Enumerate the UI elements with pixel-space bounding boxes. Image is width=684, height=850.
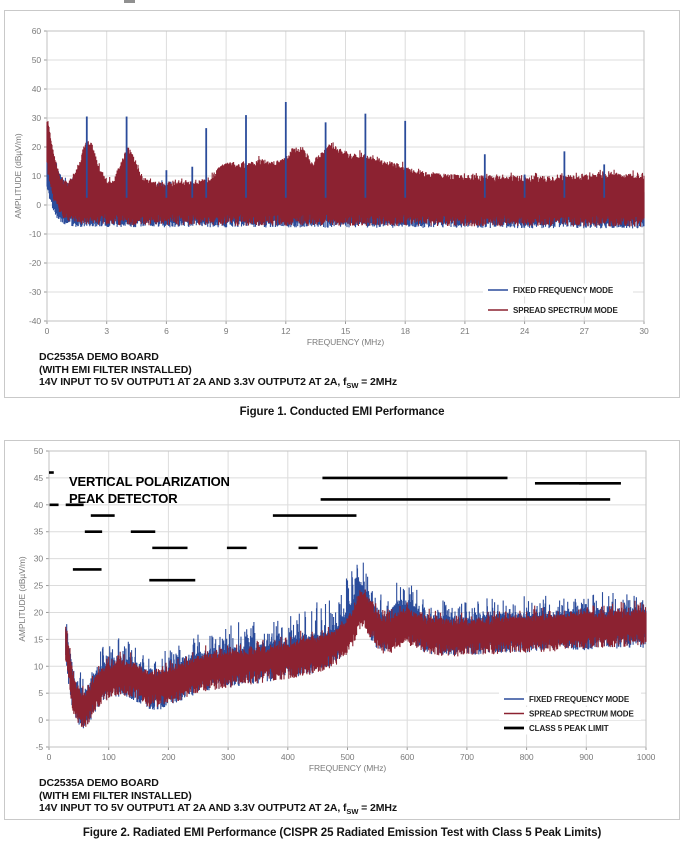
- svg-text:6: 6: [164, 326, 169, 336]
- legend-label: SPREAD SPECTRUM MODE: [513, 305, 618, 315]
- svg-text:24: 24: [519, 326, 530, 336]
- svg-text:-40: -40: [29, 316, 41, 326]
- svg-text:900: 900: [579, 752, 594, 762]
- figure1-title: Figure 1. Conducted EMI Performance: [239, 406, 445, 418]
- svg-text:20: 20: [33, 607, 43, 618]
- svg-text:12: 12: [281, 326, 291, 336]
- svg-text:100: 100: [101, 752, 116, 762]
- x-axis-title: FREQUENCY (MHz): [306, 337, 385, 347]
- svg-text:500: 500: [340, 752, 355, 762]
- svg-text:-30: -30: [29, 287, 41, 297]
- svg-text:0: 0: [44, 326, 50, 336]
- y-axis-title: AMPLITUDE (dBµV/m): [17, 556, 27, 642]
- svg-text:25: 25: [33, 580, 43, 591]
- svg-text:3: 3: [104, 326, 110, 336]
- svg-text:30: 30: [31, 113, 41, 123]
- svg-text:50: 50: [31, 55, 41, 65]
- svg-text:300: 300: [221, 752, 236, 762]
- svg-text:45: 45: [33, 472, 43, 483]
- svg-text:-20: -20: [29, 258, 41, 268]
- svg-text:800: 800: [519, 752, 534, 762]
- legend: [499, 693, 641, 735]
- plot-annotation: PEAK DETECTOR: [69, 491, 178, 506]
- plot-annotation: VERTICAL POLARIZATION: [69, 474, 230, 489]
- svg-text:35: 35: [33, 526, 43, 537]
- caption-line: DC2535A DEMO BOARD: [39, 777, 159, 789]
- svg-text:9: 9: [223, 326, 229, 336]
- caption-line: 14V INPUT TO 5V OUTPUT1 AT 2A AND 3.3V OUTPUT2 AT 2A, $f_{SW} = 2MHz$: [39, 376, 397, 391]
- figure2-panel: [4, 440, 680, 820]
- svg-text:0: 0: [46, 752, 52, 762]
- svg-text:18: 18: [400, 326, 410, 336]
- caption-line: 14V INPUT TO 5V OUTPUT1 AT 2A AND 3.3V OUTPUT2 AT 2A, $f_{SW} = 2MHz$: [39, 802, 397, 817]
- page-crop-artifact: [124, 0, 135, 3]
- svg-text:10: 10: [31, 171, 41, 181]
- caption-line: DC2535A DEMO BOARD: [39, 351, 159, 363]
- svg-text:40: 40: [33, 499, 43, 510]
- radiated-emi-chart: [5, 441, 681, 777]
- svg-text:400: 400: [280, 752, 295, 762]
- svg-text:30: 30: [639, 326, 649, 336]
- svg-text:600: 600: [400, 752, 415, 762]
- legend-label: SPREAD SPECTRUM MODE: [529, 709, 634, 719]
- legend-label: FIXED FREQUENCY MODE: [529, 694, 630, 704]
- svg-text:20: 20: [31, 142, 41, 152]
- svg-text:1000: 1000: [636, 752, 656, 762]
- svg-text:50: 50: [33, 446, 43, 456]
- figure2-title: Figure 2. Radiated EMI Performance (CISPR 25 Radiated Emission Test with Class 5 Peak Limits): [82, 827, 602, 839]
- svg-text:-5: -5: [35, 742, 43, 752]
- figure1-test-conditions: [39, 351, 397, 390]
- svg-text:30: 30: [33, 553, 43, 564]
- svg-text:200: 200: [161, 752, 176, 762]
- svg-text:15: 15: [33, 634, 43, 645]
- x-axis-title: FREQUENCY (MHz): [308, 763, 387, 773]
- svg-text:21: 21: [460, 326, 470, 336]
- svg-text:0: 0: [38, 715, 43, 726]
- svg-text:-10: -10: [29, 229, 41, 239]
- conducted-emi-chart: [5, 11, 681, 353]
- svg-text:60: 60: [31, 26, 41, 36]
- figure2-test-conditions: [39, 777, 397, 816]
- svg-text:5: 5: [38, 688, 43, 699]
- legend: [483, 284, 633, 317]
- y-axis-title: AMPLITUDE (dBµV/m): [13, 133, 23, 219]
- figure1-panel: [4, 10, 680, 398]
- legend-label: CLASS 5 PEAK LIMIT: [529, 723, 609, 733]
- svg-text:700: 700: [459, 752, 474, 762]
- svg-text:40: 40: [31, 84, 41, 94]
- svg-text:27: 27: [579, 326, 589, 336]
- svg-text:0: 0: [36, 200, 41, 210]
- legend-label: FIXED FREQUENCY MODE: [513, 285, 614, 295]
- svg-text:10: 10: [33, 661, 43, 672]
- caption-line: (WITH EMI FILTER INSTALLED): [39, 363, 192, 376]
- svg-text:15: 15: [340, 326, 351, 336]
- caption-line: (WITH EMI FILTER INSTALLED): [39, 789, 192, 802]
